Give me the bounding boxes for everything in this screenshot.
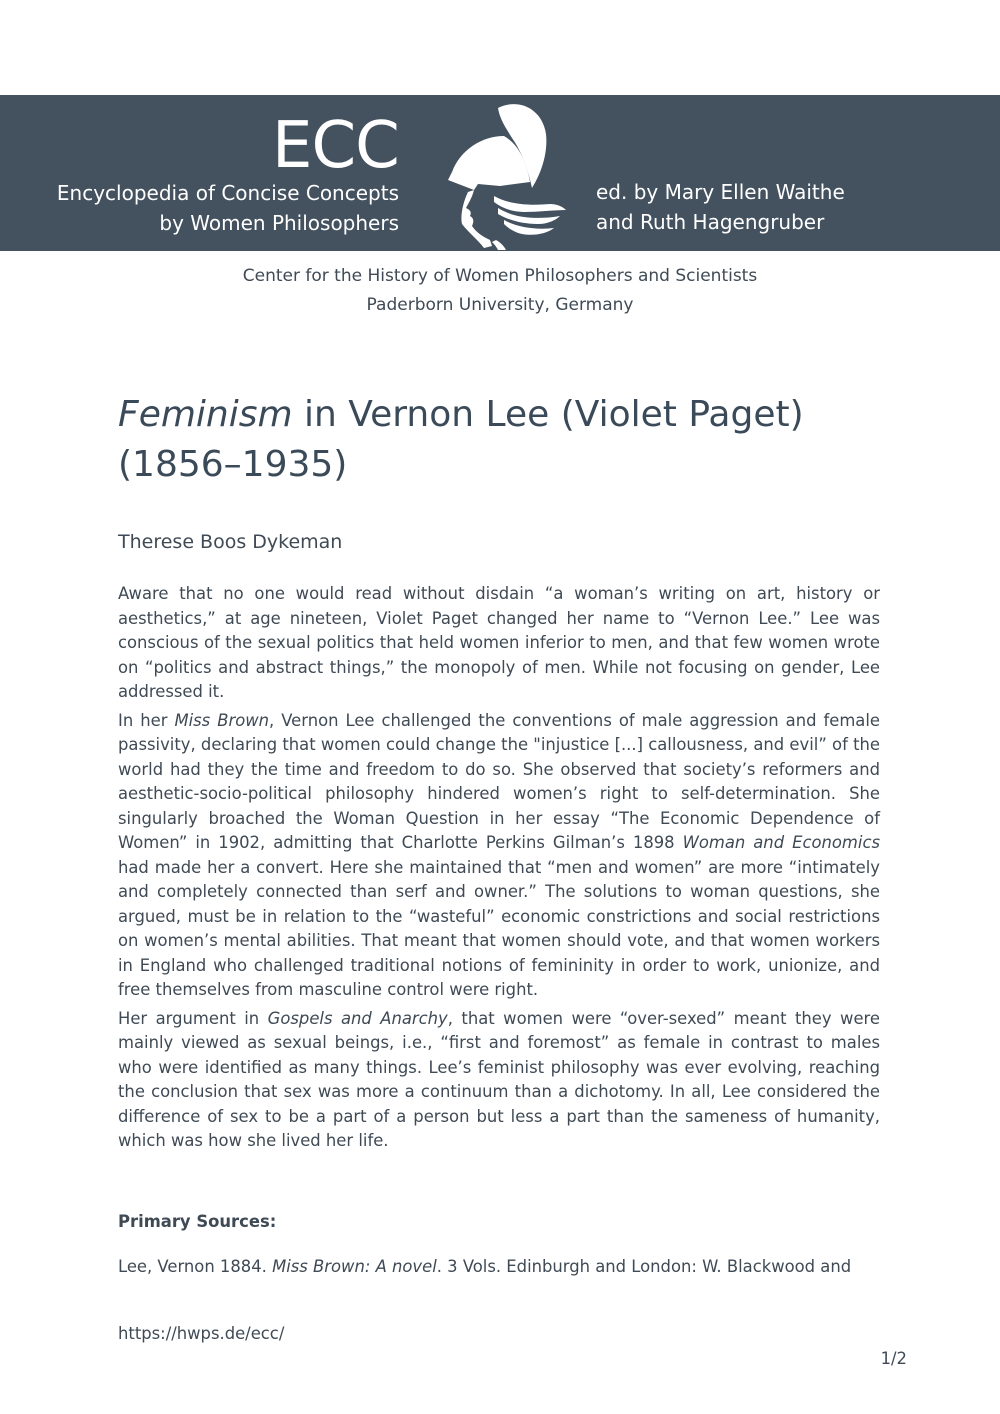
paragraph-text: In her (118, 710, 175, 730)
paragraph-text: had made her a convert. Here she maintained that “men and women” are more “intimately and completely connected than serf and owner.” The solutions to woman questions, she argued, must be in relation to the “wasteful” economic constrictions and social restrictions on women’s mental abilities. That meant that women should vote, and that women workers in England who challenged traditional notions of femininity in order to work, unionize, and free themselves from masculine control were right. (118, 857, 880, 999)
source-entry-title: Miss Brown: A novel (272, 1257, 437, 1276)
title-subject: in Vernon Lee (Violet Paget) (292, 394, 804, 435)
paragraph-text: , that women were “over-sexed” meant they were mainly viewed as sexual beings, i.e., “first and foremost” as female in contrast to males who were identified as many things. Lee’s feminist philosophy was ever evolving, reaching the conclusion that sex was more a continuum than a dichotomy. In all, Lee considered the difference of sex to be a part of a person but less a part than the sameness of humanity, which was how she lived her life. (118, 1008, 881, 1150)
footer-url[interactable]: https://hwps.de/ecc/ (118, 1324, 285, 1343)
encyclopedia-title-line1: Encyclopedia of Concise Concepts (56, 181, 399, 205)
body-paragraph (118, 709, 880, 1003)
body-paragraph (118, 1007, 880, 1154)
source-entry-suffix: . 3 Vols. Edinburgh and London: W. Blackwood and (436, 1257, 852, 1276)
article-author: Therese Boos Dykeman (118, 531, 343, 553)
title-dates: (1856–1935) (118, 444, 348, 485)
institution-name: Center for the History of Women Philosophers and Scientists (242, 266, 758, 286)
page-number: 1/2 (880, 1349, 907, 1368)
body-paragraph (118, 582, 880, 705)
italic-title-reference: Miss Brown (174, 710, 270, 730)
paragraph-text: Aware that no one would read without disdain “a woman’s writing on art, history or aesthetics,” at age nineteen, Violet Paget changed her name to “Vernon Lee.” Lee was conscious of the sexual politics that held women inferior to men, and that few women wrote on “politics and abstract things,” the monopoly of men. While not focusing on gender, Lee addressed it. (118, 584, 880, 701)
paragraph-text: , Vernon Lee challenged the conventions of male aggression and female passivity, declaring that women could change the "injustice [...] callousness, and evil” of the world had they the time and freedom to do so. She observed that society’s reformers and aesthetic-socio-political philosophy hindered women’s right to self-determination. She singularly broached the Woman Question in her essay “The Economic Dependence of Women” in 1902, admitting that Charlotte Perkins Gilman’s 1898 (118, 710, 880, 852)
editors-line1: ed. by Mary Ellen Waithe (596, 180, 845, 204)
paragraph-text: Her argument in (118, 1008, 268, 1028)
italic-title-reference: Woman and Economics (682, 833, 880, 852)
source-entry (118, 1255, 880, 1279)
helmeted-head-logo-icon (438, 100, 570, 250)
article-body (118, 582, 880, 1158)
source-entry-prefix: Lee, Vernon 1884. (118, 1257, 273, 1276)
institution-location: Paderborn University, Germany (366, 295, 634, 315)
primary-sources-heading: Primary Sources: (118, 1212, 277, 1231)
encyclopedia-title-line2: by Women Philosophers (159, 211, 399, 235)
editors-line2: and Ruth Hagengruber (596, 210, 825, 234)
title-italic-term: Feminism (118, 394, 293, 435)
ecc-abbreviation: ECC (272, 109, 399, 183)
italic-title-reference: Gospels and Anarchy (267, 1008, 448, 1028)
article-title (118, 390, 878, 490)
